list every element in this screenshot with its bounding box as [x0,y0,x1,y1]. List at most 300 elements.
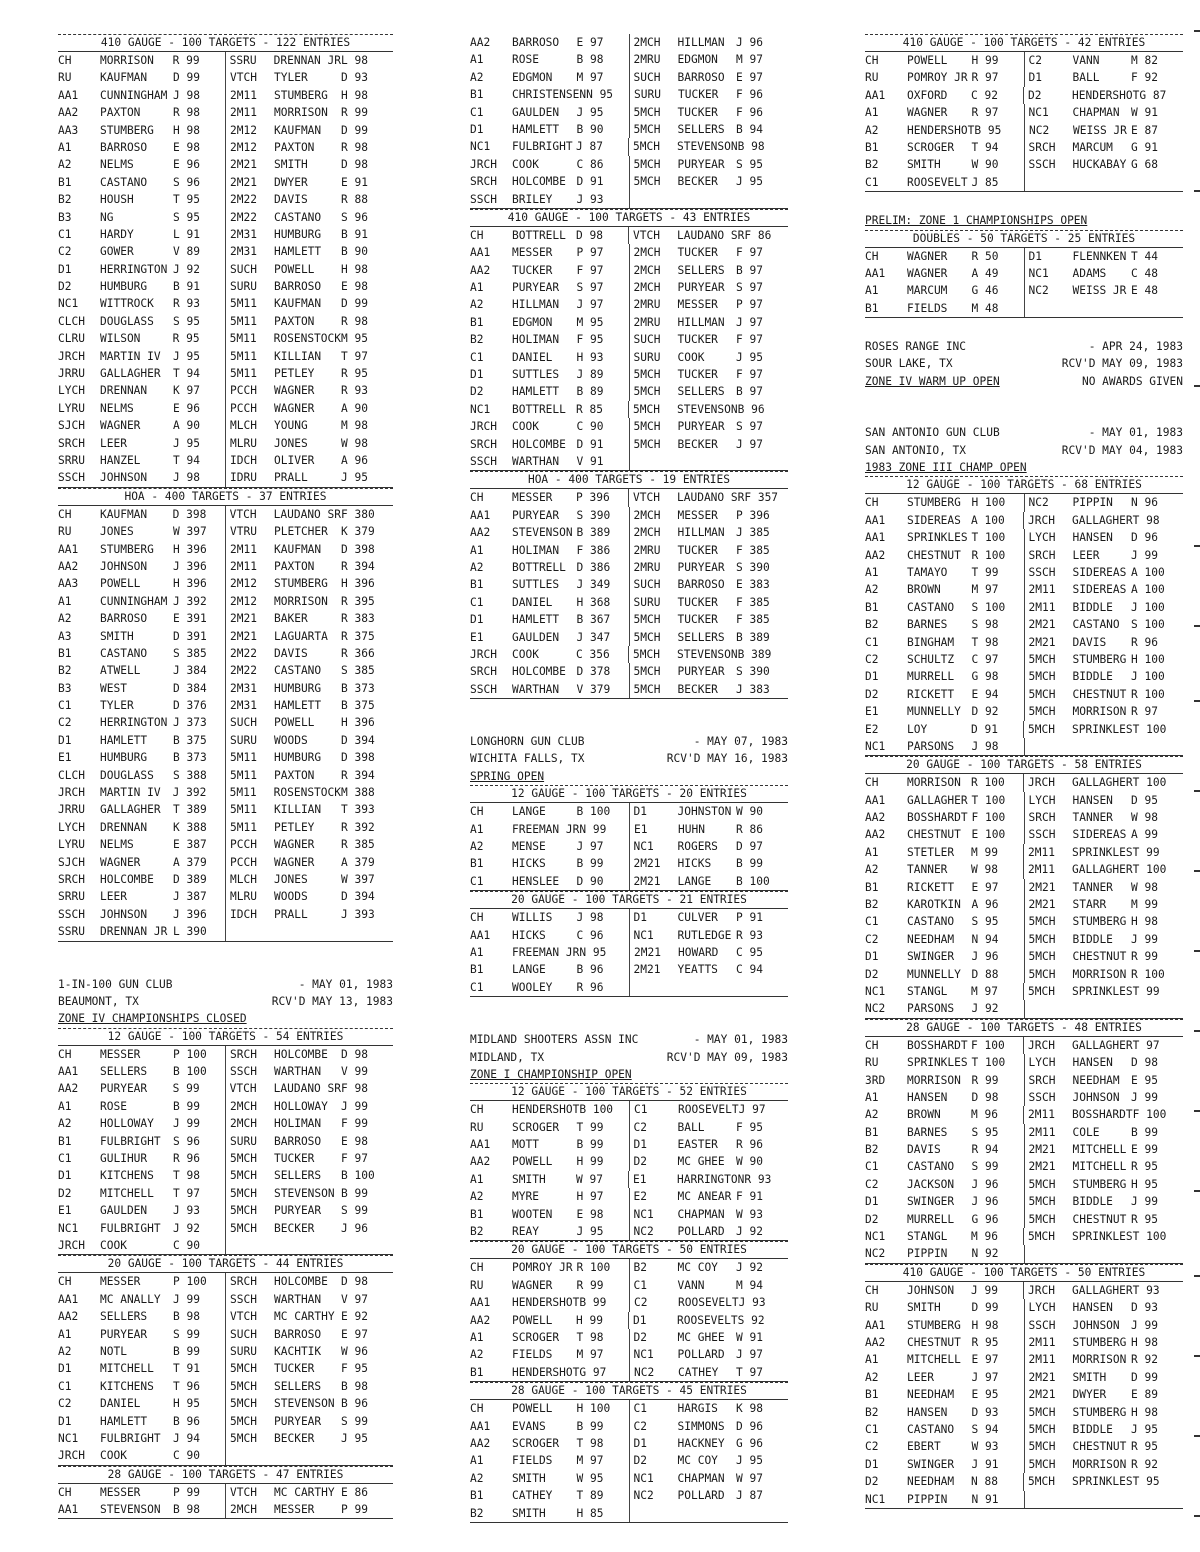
class-code: A1 [470,1454,484,1468]
score: H 98 [1131,915,1158,929]
score: R 100 [576,1261,611,1275]
table-row [470,663,788,680]
results-table [865,1019,1183,1264]
score: D 384 [173,681,207,695]
score [736,191,788,208]
event-header-line [865,355,1183,372]
class-code: C2 [633,1120,647,1134]
score: B 373 [173,751,207,765]
class-code: AA1 [470,1138,491,1152]
row-left [470,1329,630,1346]
table-row [470,855,788,872]
table-row [58,888,393,905]
event-header-right: RCV'D MAY 09, 1983 [666,1050,788,1064]
shooter-name: HUMBURG [274,751,322,765]
row-right [1025,564,1184,581]
class-code: B2 [633,1261,647,1275]
score: T 99 [576,1120,604,1134]
shooter-name: MESSER [512,491,553,505]
class-code: 5MCH [633,402,660,416]
row-right [226,662,393,679]
class-code: 2M22 [230,193,257,207]
class-code: 5MCH [1028,1212,1056,1226]
score: B 100 [576,805,611,819]
class-code: IDCH [230,907,257,921]
event-header-line [470,768,788,785]
shooter-name: SMITH [512,1172,546,1186]
shooter-name: TUCKER [677,246,718,260]
row-left [470,927,630,944]
event-header [865,338,1183,390]
row-right [226,295,393,312]
shooter-name: GULIHUR [100,1152,148,1166]
score: E 97 [971,880,999,894]
event-header-left: BEAUMONT, TX [58,994,139,1008]
shooter-name: MORRISON [100,54,154,67]
table-row [58,1291,393,1308]
shooter-name: CASTANO [100,175,148,189]
shooter-name: COOK [100,1239,127,1252]
class-code: D1 [470,613,484,627]
score: M 98 [341,419,368,433]
score: E 95 [971,1388,999,1402]
shooter-name: PURYEAR [512,281,560,295]
event-header-line [865,212,1183,229]
shooter-name: CHRISTENSEN [512,88,587,102]
row-left [470,69,630,86]
class-code: 2MCH [633,281,661,295]
class-code: E1 [865,705,879,719]
class-code: LYRU [58,838,85,852]
row-left [58,1430,226,1447]
table-row [470,1400,788,1417]
class-code: B1 [470,1207,484,1221]
event-header [470,733,788,785]
shooter-name: HENSLEE [512,874,560,888]
shooter-name: SIDEREAS [1072,828,1127,842]
table-row [58,1447,393,1465]
table-row [865,1037,1183,1054]
score: R 100 [1131,967,1165,981]
score: F 95 [341,1362,368,1376]
score: J 99 [1131,1318,1158,1332]
shooter-name: LANGE [677,874,712,888]
score: T 95 [1132,1475,1160,1489]
shooter-name: YEATTS [677,963,718,977]
table-row [865,1124,1183,1141]
row-left [865,896,1025,913]
class-code: B1 [865,140,879,154]
table-row [865,983,1183,1000]
score: G 87 [1139,88,1167,102]
event-header-right: NO AWARDS GIVEN [1081,374,1183,388]
shooter-name: BARROSO [677,70,725,84]
row-right [226,1291,393,1308]
row-left [865,844,1024,861]
shooter-name: MORRISON [274,106,328,120]
table-row [470,838,788,855]
table-row [470,1452,788,1469]
class-code: SSCH [1028,1318,1056,1332]
table-row [865,1491,1183,1509]
row-right [226,52,393,69]
shooter-name: EDGMON [512,70,553,84]
score: J 97 [736,437,763,451]
class-code: SJCH [58,419,85,433]
class-code: NC1 [470,140,491,154]
event-header-line [470,1049,788,1066]
class-code: D2 [865,687,879,701]
score: J 92 [736,1261,763,1275]
table-row [58,1395,393,1412]
score: G 68 [1131,158,1158,172]
row-left [58,452,226,469]
score: J 96 [736,36,763,49]
shooter-name: TUCKER [677,613,718,627]
score: W 90 [736,805,763,819]
class-code: SRCH [470,665,497,679]
score: B 100 [736,874,770,888]
shooter-name: MARTIN IV [100,349,161,363]
shooter-name: REAY [512,1225,539,1239]
shooter-name: KAUFMAN [274,123,322,137]
shooter-name: SMITH [512,1471,546,1485]
row-right [226,1115,393,1132]
row-right [1025,156,1184,173]
table-row [58,1167,393,1184]
class-code: A1 [58,594,72,608]
shooter-name: VANN [1072,54,1100,67]
shooter-name: PURYEAR [677,157,725,171]
table-row [865,494,1183,511]
score: A 90 [173,419,200,433]
score: J 99 [173,1117,200,1131]
class-code: 2MCH [633,263,661,277]
shooter-name: BIDDLE [1072,670,1113,684]
class-code: 5MCH [1028,950,1056,964]
row-right [1025,1054,1184,1071]
score: K 379 [341,525,375,539]
table-row [58,243,393,260]
row-left [865,87,1024,104]
class-code: B1 [865,1388,879,1402]
class-code: C1 [865,915,879,929]
score: D 98 [576,228,603,242]
row-right [226,1080,393,1097]
event-title: 410 GAUGE - 100 TARGETS - 42 ENTRIES [865,34,1183,52]
row-right [1025,1158,1184,1175]
shooter-name: CHESTNUT [907,1336,961,1349]
row-right [1025,913,1184,930]
shooter-name: HUCKABAY [1072,158,1127,172]
class-code: JRCH [470,420,497,434]
class-code: AA2 [470,263,491,277]
row-right [630,873,789,890]
score: D 93 [341,71,368,85]
shooter-name: BOSSHARDT [907,811,968,825]
table-row [865,1054,1183,1071]
class-code: CH [58,1047,72,1061]
class-code: C1 [470,980,484,994]
shooter-name: NELMS [100,838,134,852]
score: B 99 [576,1138,604,1152]
shooter-name: HICKS [512,928,546,942]
class-code: SUCH [230,716,257,730]
score: T 89 [576,1489,604,1503]
class-code: 2M11 [230,542,257,556]
class-code: B1 [865,880,879,894]
row-left [865,104,1025,121]
row-right [226,1413,393,1430]
shooter-name: PARSONS [907,739,955,753]
table-row [470,489,788,506]
shooter-name: HUMBURG [100,280,148,294]
score: S 96 [173,1134,200,1148]
event-header-right: RCV'D MAY 09, 1983 [1061,357,1183,371]
table-row [470,1188,788,1205]
shooter-name: VANN [677,1278,705,1292]
shooter-name: RICKETT [907,880,955,894]
class-code: 5MCH [1028,1422,1056,1436]
class-code: A1 [58,1099,72,1113]
row-right [1024,1037,1183,1054]
shooter-name: MENSE [512,840,546,854]
shooter-name: FREEMAN JR [512,822,580,836]
score: H 100 [1131,652,1165,666]
shooter-name: OXFORD [907,88,948,102]
shooter-name: HANSEN [1072,793,1113,807]
table-row [470,1136,788,1153]
class-code: NC1 [865,984,886,998]
score: J 95 [341,471,368,485]
score: T 94 [971,140,999,154]
shooter-name: YOUNG [274,419,308,433]
class-code: NC1 [633,1207,654,1221]
class-code: RU [470,1278,484,1292]
shooter-name: HOWARD [678,945,719,959]
row-left [470,279,630,296]
shooter-name: BECKER [274,1431,315,1445]
shooter-name: HOLIMAN [274,1117,322,1131]
shooter-name: CHESTNUT [1072,1212,1127,1226]
event-header-right: - MAY 01, 1983 [298,977,393,991]
row-left [470,542,630,559]
row-left [58,801,226,818]
event-title: 20 GAUGE - 100 TARGETS - 21 ENTRIES [470,891,788,909]
shooter-name: DRENNAN JR [100,925,168,939]
row-left [58,732,226,749]
score: J 393 [341,907,375,921]
class-code: SRCH [1028,1073,1056,1087]
table-row [865,1369,1183,1386]
row-left [865,651,1025,668]
class-code: A2 [470,1348,484,1362]
score: R 100 [971,548,1006,562]
row-right [226,523,393,540]
score: J 95 [736,1454,763,1468]
table-row [865,529,1183,546]
row-left [58,261,226,278]
score: F 98 [341,1082,368,1096]
shooter-name: HANSEN [1072,531,1113,545]
table-row [865,721,1183,738]
score: T 98 [576,1331,604,1344]
class-code: 5MCH [1028,705,1056,719]
row-left [865,1456,1025,1473]
row-right [226,749,393,766]
score: F 99 [341,1117,368,1131]
shooter-name: STEVENSON [274,1186,335,1200]
shooter-name: NELMS [100,401,134,415]
class-code: A2 [865,123,879,137]
shooter-name: TUCKER [677,595,718,609]
shooter-name: STUMBERG [1072,1405,1127,1419]
class-code: SURU [634,88,661,102]
row-left [865,1054,1025,1071]
class-code: 5MCH [633,613,661,627]
shooter-name: PURYEAR [274,1414,322,1428]
class-code: LYCH [1028,1056,1056,1070]
edge-tick-mark [1194,1110,1200,1112]
score: J 97 [738,1103,766,1117]
table-row [865,174,1183,192]
row-left [58,1220,226,1237]
class-code: NC1 [865,739,886,753]
row-left [865,1193,1025,1210]
score: R 395 [341,594,375,608]
score: D 99 [341,297,368,311]
class-code: SSCH [1028,828,1056,842]
row-left [58,417,226,434]
table-row [470,524,788,541]
row-left [58,1133,226,1150]
shooter-name: STUMBERG [1072,652,1127,666]
row-left [470,453,630,470]
row-left [470,227,629,244]
table-row [470,69,788,86]
shooter-name: ROGERS [677,840,718,854]
score: E 97 [971,1353,999,1367]
edge-tick-mark [1194,950,1200,952]
class-code: SSCH [58,471,85,485]
row-right [1024,1106,1183,1123]
class-code: B1 [470,963,484,977]
edge-tick-mark [1194,870,1200,872]
shooter-name: HOLCOMBE [512,665,566,679]
row-left [470,1294,630,1311]
score: T 99 [1132,984,1160,998]
class-code: A2 [470,1471,484,1485]
row-left [865,1473,1024,1490]
table-row [470,173,788,190]
table-row [470,349,788,366]
score: J 392 [172,786,207,800]
class-code: E1 [58,1204,72,1218]
score: D 99 [971,1301,999,1315]
table-row [865,1106,1183,1123]
score: R 95 [172,332,200,346]
score: S 92 [737,1313,765,1327]
score: J 99 [971,1283,998,1297]
shooter-name: STUMBERG [1072,915,1127,929]
row-left [58,610,226,627]
shooter-name: HAMLETT [512,613,560,627]
score: E 99 [1131,1143,1158,1157]
score: E 95 [1131,1073,1158,1087]
score: B 96 [341,1397,368,1411]
score: J 96 [971,950,999,964]
row-right [630,1418,789,1435]
shooter-name: TUCKER [512,263,553,277]
class-code: VTCH [230,71,257,85]
row-right [630,838,789,855]
shooter-name: HAMLETT [100,733,148,747]
score: B 97 [736,385,763,399]
edge-tick-mark [1194,1275,1200,1277]
class-code: VTCH [230,1485,257,1499]
shooter-name: KILLIAN [274,803,322,817]
class-code: C2 [58,716,72,730]
shooter-name: BARROSO [274,1327,322,1341]
table-row [470,979,788,997]
score: R 97 [971,106,999,120]
table-row [58,1220,393,1237]
shooter-name: SELLERS [677,122,725,136]
row-right [226,1308,393,1325]
score: D 398 [341,542,375,556]
class-code: 2M31 [230,245,257,259]
row-left [865,1245,1025,1262]
row-right [226,923,393,940]
table-row [58,295,393,312]
score: C 90 [173,1449,200,1463]
shooter-name: ROOSEVELT [907,175,968,189]
row-right [1025,1404,1184,1421]
score [736,453,788,470]
class-code [1025,1245,1073,1262]
spacer [865,390,1183,424]
row-left [865,948,1025,965]
shooter-name: TUCKER [678,88,719,102]
score: W 97 [736,1471,763,1485]
score: E 96 [173,158,200,172]
class-code [226,923,274,940]
class-code: 2MCH [230,1503,257,1517]
score: S 96 [173,175,200,189]
score: W 97 [576,1172,603,1186]
class-code: JRRU [58,803,85,817]
row-right [1025,1334,1184,1351]
row-right [1025,494,1184,511]
row-left [865,1141,1025,1158]
score: S 385 [173,646,207,660]
score: T 100 [1132,722,1167,736]
shooter-name: HOLCOMBE [512,175,566,189]
results-table [470,34,788,209]
row-right [1025,265,1184,282]
event-header-left: MIDLAND SHOOTERS ASSN INC [470,1033,639,1047]
table-row [58,139,393,156]
score: S 95 [971,1125,999,1139]
shooter-name: PAXTON [274,768,315,782]
shooter-name: WOOTEN [512,1207,553,1221]
shooter-name: POWELL [512,1402,553,1416]
shooter-name: MESSER [100,1485,141,1499]
shooter-name: MITCHELL [907,1353,961,1367]
row-right [630,927,789,944]
score: J 98 [576,911,604,925]
row-right [1024,721,1183,738]
